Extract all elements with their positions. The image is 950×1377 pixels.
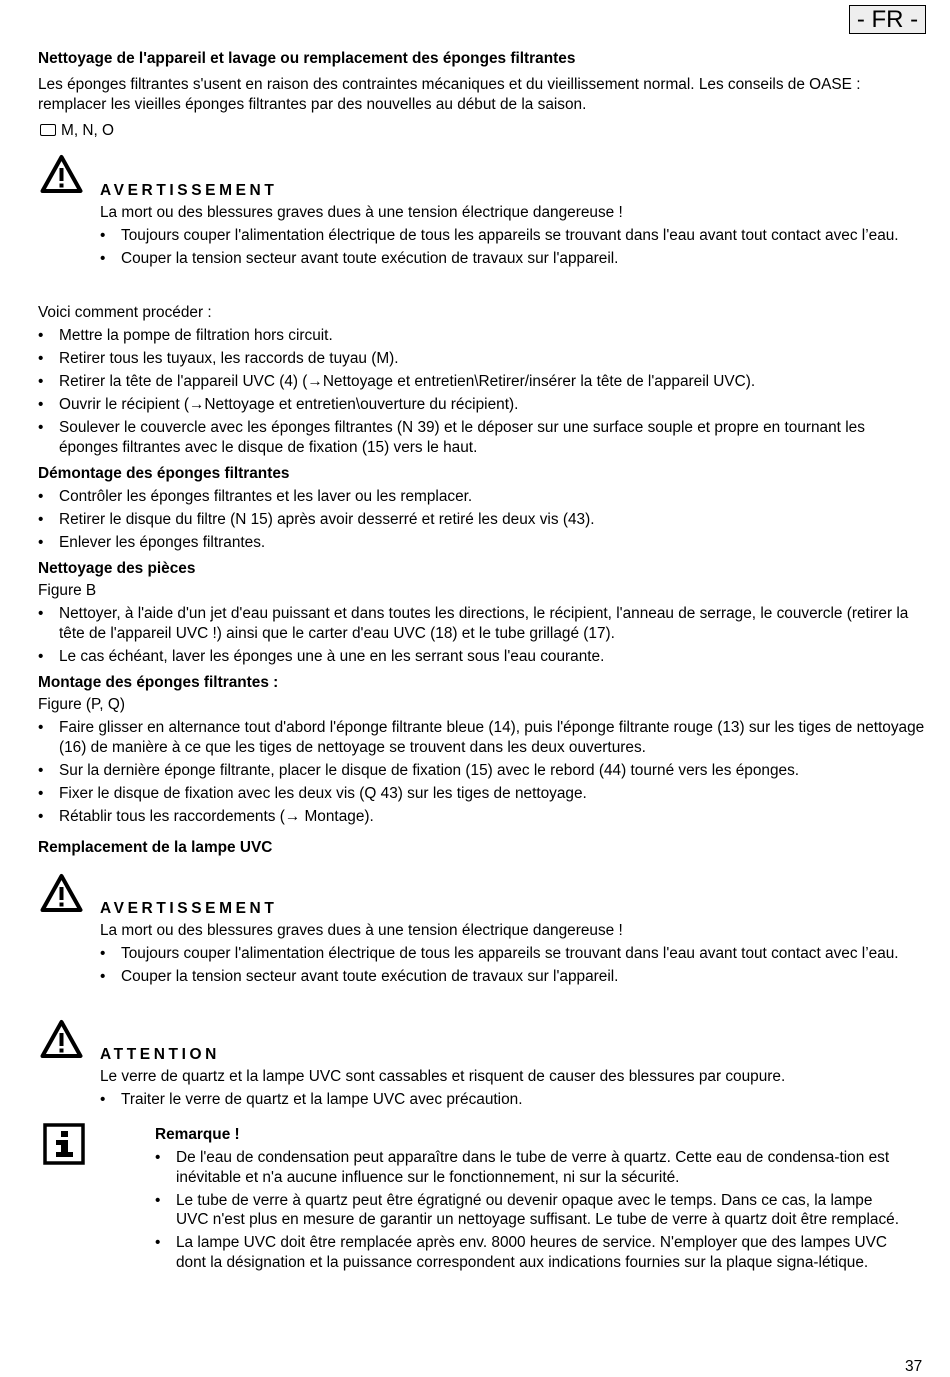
figure-label: Figure B — [38, 582, 97, 599]
list-item: • Traiter le verre de quartz et la lampe UVC avec précaution. — [100, 1090, 900, 1110]
list-item: • La lampe UVC doit être remplacée après env. 8000 heures de service. N'employer que des lampes UVC dont la désignation et la puissance correspondent aux indications fournies sur la plaque signa-létique. — [155, 1233, 905, 1272]
warning-list — [100, 944, 900, 990]
list-item: • Faire glisser en alternance tout d'abord l'éponge filtrante bleue (14), puis l'éponge filtrante rouge (13) sur les tiges de nettoyage (16) de manière à ce que les tiges de nettoyage se trouvent dans les deux ouvertures. — [38, 718, 928, 757]
section-title-demontage: Démontage des éponges filtrantes — [38, 465, 290, 482]
list-item: • Retirer la tête de l'appareil UVC (4) (→Nettoyage et entretien\Retirer/insérer la tête de l'appareil UVC). — [38, 372, 928, 392]
list-item: • Mettre la pompe de filtration hors circuit. — [38, 326, 928, 346]
list-item: • Sur la dernière éponge filtrante, placer le disque de fixation (15) avec le rebord (44) tourné vers les éponges. — [38, 761, 928, 781]
section-intro: Les éponges filtrantes s'usent en raison des contraintes mécaniques et du vieillissement normal. Les conseils de OASE : remplacer les vieilles éponges filtrantes par des nouvelles au début de la saison. — [38, 76, 861, 113]
section-title-cleaning: Nettoyage de l'appareil et lavage ou remplacement des éponges filtrantes — [38, 50, 576, 67]
warning-text: La mort ou des blessures graves dues à une tension électrique dangereuse ! — [100, 922, 623, 939]
list-item: • Toujours couper l'alimentation électrique de tous les appareils se trouvant dans l'eau avant tout contact avec l’eau. — [100, 944, 900, 964]
warning-title: AVERTISSEMENT — [100, 182, 278, 199]
warning-triangle-icon — [40, 873, 83, 913]
attention-title: ATTENTION — [100, 1046, 220, 1063]
section-title-lampe: Remplacement de la lampe UVC — [38, 839, 273, 856]
warning-title: AVERTISSEMENT — [100, 900, 278, 917]
list-item: • Fixer le disque de fixation avec les deux vis (Q 43) sur les tiges de nettoyage. — [38, 784, 928, 804]
list-item: • Enlever les éponges filtrantes. — [38, 533, 928, 553]
info-icon — [43, 1123, 85, 1165]
list-item: • Rétablir tous les raccordements (→ Montage). — [38, 807, 928, 827]
list-item: • De l'eau de condensation peut apparaître dans le tube de verre à quartz. Cette eau de condensa-tion est inévitable et n'a aucune influence sur le fonctionnement, ni sur la sécurité. — [155, 1148, 905, 1187]
language-tag: - FR - — [849, 5, 926, 34]
list-item: • Couper la tension secteur avant toute exécution de travaux sur l'appareil. — [100, 249, 900, 269]
section-title-montage: Montage des éponges filtrantes : — [38, 674, 279, 691]
list-item: • Toujours couper l'alimentation électrique de tous les appareils se trouvant dans l'eau avant tout contact avec l’eau. — [100, 226, 900, 246]
demontage-list — [38, 487, 928, 556]
montage-list — [38, 718, 928, 830]
note-list — [155, 1148, 905, 1276]
list-item: • Retirer le disque du filtre (N 15) après avoir desserré et retiré les deux vis (43). — [38, 510, 928, 530]
note-title: Remarque ! — [155, 1126, 240, 1143]
list-item: • Contrôler les éponges filtrantes et les laver ou les remplacer. — [38, 487, 928, 507]
procedure-intro: Voici comment procéder : — [38, 304, 212, 321]
warning-triangle-icon — [40, 154, 83, 194]
book-icon — [40, 124, 56, 136]
warning-list — [100, 226, 900, 272]
list-item: • Retirer tous les tuyaux, les raccords de tuyau (M). — [38, 349, 928, 369]
figure-reference: M, N, O — [40, 121, 114, 141]
list-item: • Le cas échéant, laver les éponges une à une en les serrant sous l'eau courante. — [38, 647, 928, 667]
section-title-nettoyage: Nettoyage des pièces — [38, 560, 196, 577]
list-item: • Nettoyer, à l'aide d'un jet d'eau puissant et dans toutes les directions, le récipient, l'anneau de serrage, le couvercle (retirer la tête de l'appareil UVC !) ainsi que le carter d'eau UVC (18) et le tube grillagé (17). — [38, 604, 928, 643]
list-item: • Soulever le couvercle avec les éponges filtrantes (N 39) et le déposer sur une surface souple et propre en tournant les éponges filtrantes avec le disque de fixation (15) vers le haut. — [38, 418, 928, 457]
warning-text: La mort ou des blessures graves dues à une tension électrique dangereuse ! — [100, 204, 623, 221]
attention-list — [100, 1090, 900, 1113]
nettoyage-list — [38, 604, 928, 670]
caution-triangle-icon — [40, 1019, 83, 1059]
list-item: • Ouvrir le récipient (→Nettoyage et entretien\ouverture du récipient). — [38, 395, 928, 415]
page-number: 37 — [905, 1358, 923, 1375]
list-item: • Le tube de verre à quartz peut être égratigné ou devenir opaque avec le temps. Dans ce cas, la lampe UVC n'est plus en mesure de garantir un nettoyage suffisant. Le tube de verre à quartz doit être remplacé. — [155, 1191, 905, 1230]
figure-label: Figure (P, Q) — [38, 696, 125, 713]
list-item: • Couper la tension secteur avant toute exécution de travaux sur l'appareil. — [100, 967, 900, 987]
attention-text: Le verre de quartz et la lampe UVC sont cassables et risquent de causer des blessures par coupure. — [100, 1068, 786, 1085]
procedure-list — [38, 326, 928, 461]
